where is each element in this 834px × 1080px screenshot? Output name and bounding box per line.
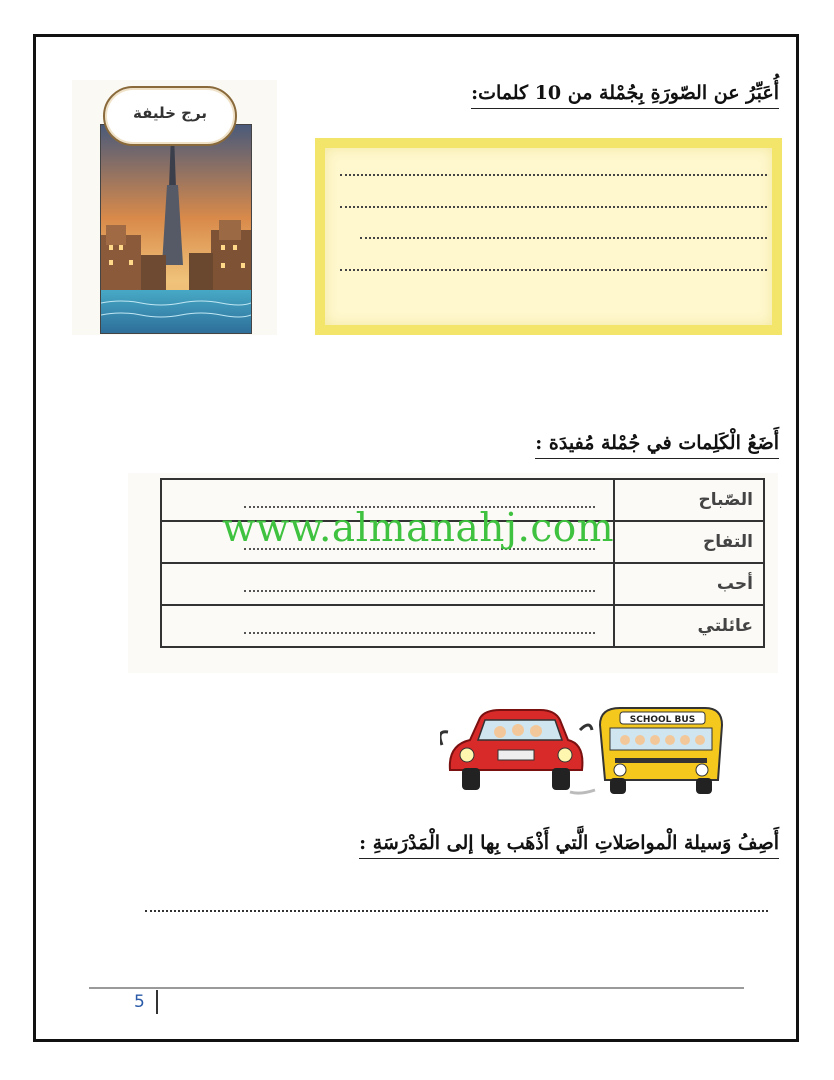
footer-line [89,987,744,989]
answer-line-4[interactable] [340,269,767,273]
section1-heading: أُعَبِّرُ عن الصّورَةِ بِجُمْلة من 10 كلمات: [471,82,779,104]
table-row [161,605,764,647]
answer-line-1[interactable] [340,174,767,178]
word-cell: الصّباح [614,479,764,521]
words-table [160,478,765,648]
page-number: 5 [134,992,145,1012]
sentence-cell[interactable] [161,563,614,605]
red-car-icon [440,710,592,790]
description-answer-line[interactable] [145,910,768,912]
watermark: www.almanahj.com [222,506,615,551]
word-cell: أحب [614,563,764,605]
section3-heading: أَصِفُ وَسيلة الْمواصَلاتِ الَّتي أَذْهَب بِها إلى الْمَدْرَسَةِ : [359,832,779,854]
bus-sign: SCHOOL BUS [629,715,696,725]
vehicles-illustration [440,700,735,800]
word-cell: التفاح [614,521,764,563]
answer-line-2[interactable] [340,206,767,210]
table-row [161,563,764,605]
page-number-separator [156,990,158,1014]
school-bus-icon [570,708,722,794]
sentence-cell[interactable] [161,605,614,647]
words-table-area [128,473,778,673]
word-cell: عائلتي [614,605,764,647]
answer-line-3[interactable] [360,237,767,241]
section2-heading: أَضَعُ الْكَلِمات في جُمْلة مُفيدَة : [535,432,779,454]
burj-khalifa-picture [72,80,277,335]
caption-cloud [103,86,237,146]
burj-khalifa-photo [100,124,252,334]
image-caption: برج خليفة [133,104,207,122]
